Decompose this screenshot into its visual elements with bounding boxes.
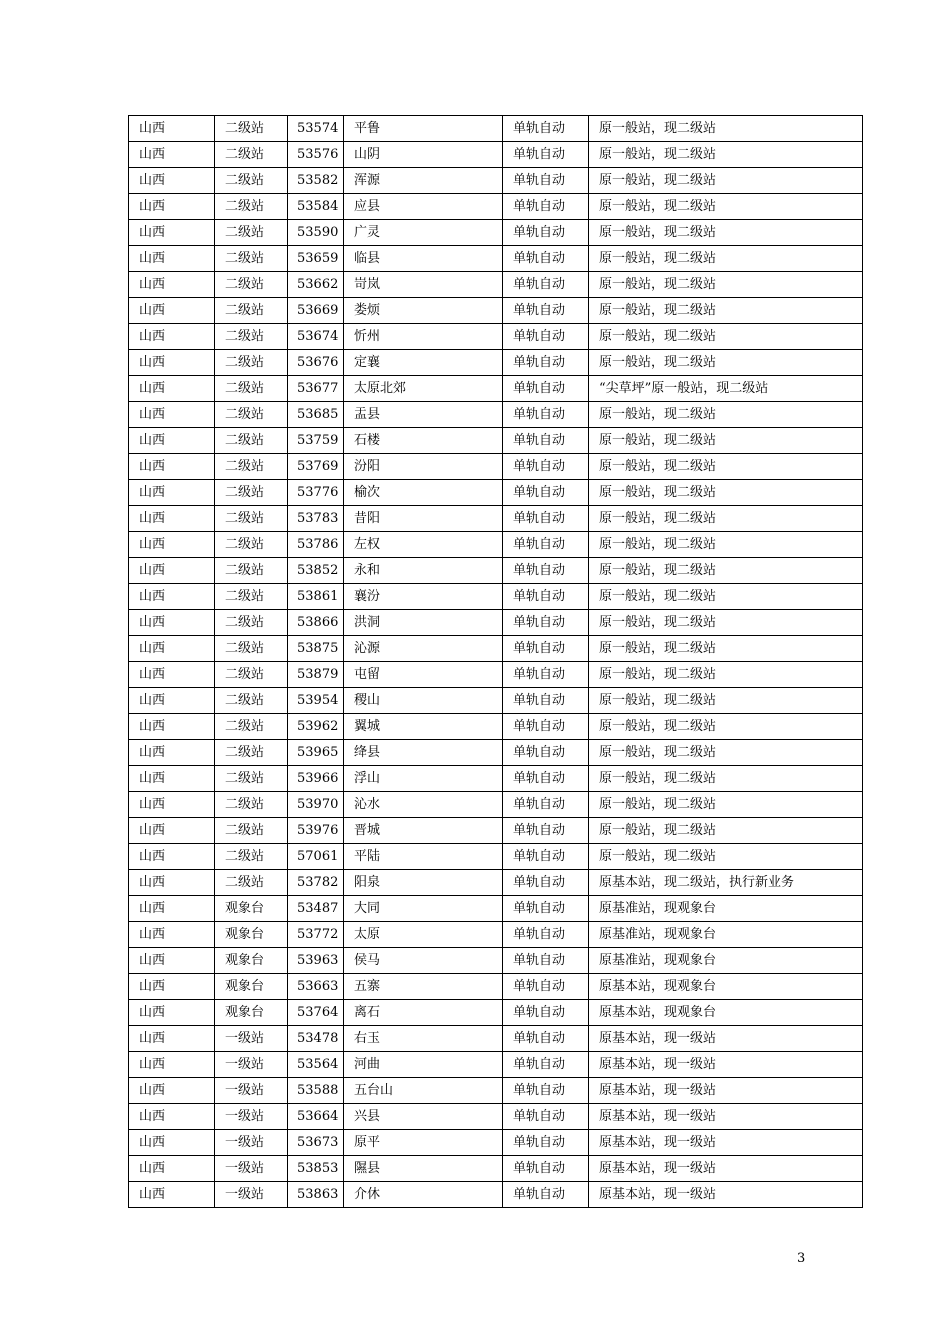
province-cell: 山西 (129, 220, 215, 246)
province-cell: 山西 (129, 740, 215, 766)
table-row (129, 1026, 863, 1052)
observation-mode-cell: 单轨自动 (503, 740, 589, 766)
table-row (129, 844, 863, 870)
station-class-cell: 观象台 (215, 1000, 288, 1026)
province-cell: 山西 (129, 1182, 215, 1208)
station-id-cell: 53590 (288, 220, 344, 246)
station-class-cell: 二级站 (215, 272, 288, 298)
remark-cell: 原基准站，现观象台 (589, 948, 863, 974)
station-id-cell: 53853 (288, 1156, 344, 1182)
observation-mode-cell: 单轨自动 (503, 662, 589, 688)
station-id-cell: 53962 (288, 714, 344, 740)
table-row (129, 350, 863, 376)
station-class-cell: 二级站 (215, 220, 288, 246)
remark-cell: 原一般站，现二级站 (589, 584, 863, 610)
province-cell: 山西 (129, 298, 215, 324)
station-name-cell: 洪洞 (344, 610, 503, 636)
station-name-cell: 浑源 (344, 168, 503, 194)
station-id-cell: 53954 (288, 688, 344, 714)
remark-cell: 原一般站，现二级站 (589, 792, 863, 818)
province-cell: 山西 (129, 584, 215, 610)
station-id-cell: 53866 (288, 610, 344, 636)
table-row (129, 584, 863, 610)
remark-cell: 原一般站，现二级站 (589, 350, 863, 376)
table-row (129, 558, 863, 584)
province-cell: 山西 (129, 506, 215, 532)
station-name-cell: 临县 (344, 246, 503, 272)
province-cell: 山西 (129, 610, 215, 636)
station-class-cell: 观象台 (215, 922, 288, 948)
station-name-cell: 翼城 (344, 714, 503, 740)
province-cell: 山西 (129, 376, 215, 402)
station-id-cell: 53663 (288, 974, 344, 1000)
station-name-cell: 左权 (344, 532, 503, 558)
observation-mode-cell: 单轨自动 (503, 532, 589, 558)
station-id-cell: 53674 (288, 324, 344, 350)
observation-mode-cell: 单轨自动 (503, 116, 589, 142)
table-row (129, 142, 863, 168)
observation-mode-cell: 单轨自动 (503, 922, 589, 948)
remark-cell: 原一般站，现二级站 (589, 662, 863, 688)
station-class-cell: 二级站 (215, 454, 288, 480)
observation-mode-cell: 单轨自动 (503, 272, 589, 298)
province-cell: 山西 (129, 636, 215, 662)
remark-cell: 原基本站，现一级站 (589, 1104, 863, 1130)
remark-cell: 原一般站，现二级站 (589, 636, 863, 662)
remark-cell: “尖草坪”原一般站，现二级站 (589, 376, 863, 402)
station-id-cell: 53776 (288, 480, 344, 506)
table-row (129, 1156, 863, 1182)
station-class-cell: 一级站 (215, 1052, 288, 1078)
station-table (128, 115, 863, 1208)
station-id-cell: 53582 (288, 168, 344, 194)
observation-mode-cell: 单轨自动 (503, 506, 589, 532)
remark-cell: 原一般站，现二级站 (589, 168, 863, 194)
province-cell: 山西 (129, 896, 215, 922)
remark-cell: 原基准站，现观象台 (589, 922, 863, 948)
station-id-cell: 53676 (288, 350, 344, 376)
province-cell: 山西 (129, 142, 215, 168)
station-name-cell: 榆次 (344, 480, 503, 506)
province-cell: 山西 (129, 948, 215, 974)
station-name-cell: 晋城 (344, 818, 503, 844)
remark-cell: 原一般站，现二级站 (589, 740, 863, 766)
station-class-cell: 二级站 (215, 480, 288, 506)
observation-mode-cell: 单轨自动 (503, 896, 589, 922)
table-row (129, 1130, 863, 1156)
observation-mode-cell: 单轨自动 (503, 948, 589, 974)
station-class-cell: 二级站 (215, 142, 288, 168)
station-name-cell: 浮山 (344, 766, 503, 792)
station-class-cell: 二级站 (215, 246, 288, 272)
remark-cell: 原基本站，现一级站 (589, 1130, 863, 1156)
province-cell: 山西 (129, 974, 215, 1000)
observation-mode-cell: 单轨自动 (503, 142, 589, 168)
station-class-cell: 二级站 (215, 298, 288, 324)
station-name-cell: 定襄 (344, 350, 503, 376)
station-id-cell: 53879 (288, 662, 344, 688)
province-cell: 山西 (129, 818, 215, 844)
table-row (129, 324, 863, 350)
station-id-cell: 53677 (288, 376, 344, 402)
table-row (129, 376, 863, 402)
station-id-cell: 53965 (288, 740, 344, 766)
observation-mode-cell: 单轨自动 (503, 1000, 589, 1026)
table-row (129, 688, 863, 714)
remark-cell: 原一般站，现二级站 (589, 402, 863, 428)
observation-mode-cell: 单轨自动 (503, 1078, 589, 1104)
observation-mode-cell: 单轨自动 (503, 480, 589, 506)
station-name-cell: 岢岚 (344, 272, 503, 298)
station-id-cell: 53786 (288, 532, 344, 558)
province-cell: 山西 (129, 688, 215, 714)
station-name-cell: 广灵 (344, 220, 503, 246)
station-id-cell: 53564 (288, 1052, 344, 1078)
table-row (129, 506, 863, 532)
province-cell: 山西 (129, 428, 215, 454)
province-cell: 山西 (129, 870, 215, 896)
remark-cell: 原一般站，现二级站 (589, 324, 863, 350)
observation-mode-cell: 单轨自动 (503, 818, 589, 844)
station-class-cell: 一级站 (215, 1104, 288, 1130)
remark-cell: 原一般站，现二级站 (589, 558, 863, 584)
station-class-cell: 一级站 (215, 1026, 288, 1052)
observation-mode-cell: 单轨自动 (503, 1156, 589, 1182)
station-name-cell: 五寨 (344, 974, 503, 1000)
station-name-cell: 娄烦 (344, 298, 503, 324)
table-row (129, 402, 863, 428)
table-row (129, 610, 863, 636)
observation-mode-cell: 单轨自动 (503, 610, 589, 636)
station-id-cell: 53782 (288, 870, 344, 896)
remark-cell: 原一般站，现二级站 (589, 142, 863, 168)
station-name-cell: 昔阳 (344, 506, 503, 532)
station-table-body (129, 116, 863, 1208)
station-class-cell: 二级站 (215, 376, 288, 402)
table-row (129, 298, 863, 324)
province-cell: 山西 (129, 532, 215, 558)
remark-cell: 原一般站，现二级站 (589, 766, 863, 792)
table-row (129, 1052, 863, 1078)
province-cell: 山西 (129, 350, 215, 376)
province-cell: 山西 (129, 766, 215, 792)
remark-cell: 原基本站，现一级站 (589, 1078, 863, 1104)
station-id-cell: 53662 (288, 272, 344, 298)
station-id-cell: 53966 (288, 766, 344, 792)
remark-cell: 原一般站，现二级站 (589, 220, 863, 246)
table-row (129, 636, 863, 662)
station-id-cell: 53685 (288, 402, 344, 428)
station-id-cell: 53669 (288, 298, 344, 324)
observation-mode-cell: 单轨自动 (503, 402, 589, 428)
station-id-cell: 53769 (288, 454, 344, 480)
table-row (129, 168, 863, 194)
province-cell: 山西 (129, 116, 215, 142)
remark-cell: 原一般站，现二级站 (589, 454, 863, 480)
station-id-cell: 53863 (288, 1182, 344, 1208)
remark-cell: 原一般站，现二级站 (589, 714, 863, 740)
table-row (129, 116, 863, 142)
station-class-cell: 二级站 (215, 766, 288, 792)
remark-cell: 原基本站，现一级站 (589, 1052, 863, 1078)
observation-mode-cell: 单轨自动 (503, 558, 589, 584)
station-class-cell: 二级站 (215, 402, 288, 428)
remark-cell: 原一般站，现二级站 (589, 610, 863, 636)
table-row (129, 714, 863, 740)
observation-mode-cell: 单轨自动 (503, 350, 589, 376)
remark-cell: 原一般站，现二级站 (589, 844, 863, 870)
station-id-cell: 53861 (288, 584, 344, 610)
station-name-cell: 山阴 (344, 142, 503, 168)
station-class-cell: 二级站 (215, 558, 288, 584)
station-name-cell: 沁源 (344, 636, 503, 662)
observation-mode-cell: 单轨自动 (503, 246, 589, 272)
station-id-cell: 53783 (288, 506, 344, 532)
table-row (129, 454, 863, 480)
table-row (129, 896, 863, 922)
station-id-cell: 53576 (288, 142, 344, 168)
remark-cell: 原一般站，现二级站 (589, 194, 863, 220)
observation-mode-cell: 单轨自动 (503, 974, 589, 1000)
station-name-cell: 襄汾 (344, 584, 503, 610)
station-name-cell: 平鲁 (344, 116, 503, 142)
observation-mode-cell: 单轨自动 (503, 1026, 589, 1052)
station-name-cell: 原平 (344, 1130, 503, 1156)
station-class-cell: 二级站 (215, 610, 288, 636)
observation-mode-cell: 单轨自动 (503, 792, 589, 818)
station-id-cell: 53659 (288, 246, 344, 272)
table-row (129, 428, 863, 454)
province-cell: 山西 (129, 1156, 215, 1182)
station-class-cell: 二级站 (215, 818, 288, 844)
station-name-cell: 太原北郊 (344, 376, 503, 402)
observation-mode-cell: 单轨自动 (503, 844, 589, 870)
station-class-cell: 二级站 (215, 714, 288, 740)
station-class-cell: 二级站 (215, 688, 288, 714)
station-name-cell: 离石 (344, 1000, 503, 1026)
province-cell: 山西 (129, 922, 215, 948)
station-id-cell: 53875 (288, 636, 344, 662)
table-row (129, 532, 863, 558)
station-id-cell: 57061 (288, 844, 344, 870)
observation-mode-cell: 单轨自动 (503, 428, 589, 454)
station-class-cell: 二级站 (215, 636, 288, 662)
remark-cell: 原基本站，现一级站 (589, 1182, 863, 1208)
province-cell: 山西 (129, 558, 215, 584)
province-cell: 山西 (129, 454, 215, 480)
table-row (129, 1182, 863, 1208)
station-id-cell: 53759 (288, 428, 344, 454)
remark-cell: 原一般站，现二级站 (589, 298, 863, 324)
observation-mode-cell: 单轨自动 (503, 194, 589, 220)
observation-mode-cell: 单轨自动 (503, 636, 589, 662)
province-cell: 山西 (129, 662, 215, 688)
province-cell: 山西 (129, 1052, 215, 1078)
station-class-cell: 二级站 (215, 168, 288, 194)
station-class-cell: 二级站 (215, 740, 288, 766)
observation-mode-cell: 单轨自动 (503, 766, 589, 792)
remark-cell: 原基本站，现观象台 (589, 1000, 863, 1026)
station-name-cell: 阳泉 (344, 870, 503, 896)
observation-mode-cell: 单轨自动 (503, 1182, 589, 1208)
station-class-cell: 二级站 (215, 844, 288, 870)
table-row (129, 194, 863, 220)
observation-mode-cell: 单轨自动 (503, 220, 589, 246)
station-class-cell: 一级站 (215, 1130, 288, 1156)
remark-cell: 原一般站，现二级站 (589, 428, 863, 454)
table-row (129, 272, 863, 298)
station-name-cell: 盂县 (344, 402, 503, 428)
observation-mode-cell: 单轨自动 (503, 376, 589, 402)
province-cell: 山西 (129, 1026, 215, 1052)
observation-mode-cell: 单轨自动 (503, 168, 589, 194)
station-id-cell: 53588 (288, 1078, 344, 1104)
table-row (129, 870, 863, 896)
station-id-cell: 53673 (288, 1130, 344, 1156)
station-id-cell: 53852 (288, 558, 344, 584)
observation-mode-cell: 单轨自动 (503, 1130, 589, 1156)
station-name-cell: 右玉 (344, 1026, 503, 1052)
station-name-cell: 介休 (344, 1182, 503, 1208)
remark-cell: 原基准站，现观象台 (589, 896, 863, 922)
province-cell: 山西 (129, 272, 215, 298)
table-row (129, 246, 863, 272)
station-name-cell: 屯留 (344, 662, 503, 688)
station-name-cell: 稷山 (344, 688, 503, 714)
station-name-cell: 永和 (344, 558, 503, 584)
province-cell: 山西 (129, 714, 215, 740)
remark-cell: 原基本站，现二级站，执行新业务 (589, 870, 863, 896)
remark-cell: 原一般站，现二级站 (589, 246, 863, 272)
station-id-cell: 53487 (288, 896, 344, 922)
station-name-cell: 忻州 (344, 324, 503, 350)
table-row (129, 1078, 863, 1104)
remark-cell: 原一般站，现二级站 (589, 818, 863, 844)
remark-cell: 原一般站，现二级站 (589, 532, 863, 558)
province-cell: 山西 (129, 402, 215, 428)
remark-cell: 原一般站，现二级站 (589, 480, 863, 506)
remark-cell: 原基本站，现一级站 (589, 1026, 863, 1052)
station-name-cell: 太原 (344, 922, 503, 948)
station-class-cell: 二级站 (215, 584, 288, 610)
province-cell: 山西 (129, 480, 215, 506)
station-name-cell: 河曲 (344, 1052, 503, 1078)
station-name-cell: 隰县 (344, 1156, 503, 1182)
province-cell: 山西 (129, 844, 215, 870)
province-cell: 山西 (129, 1078, 215, 1104)
station-name-cell: 五台山 (344, 1078, 503, 1104)
station-class-cell: 观象台 (215, 896, 288, 922)
station-name-cell: 侯马 (344, 948, 503, 974)
observation-mode-cell: 单轨自动 (503, 870, 589, 896)
table-row (129, 1104, 863, 1130)
remark-cell: 原一般站，现二级站 (589, 272, 863, 298)
province-cell: 山西 (129, 1000, 215, 1026)
station-id-cell: 53772 (288, 922, 344, 948)
station-class-cell: 二级站 (215, 194, 288, 220)
table-row (129, 662, 863, 688)
station-id-cell: 53574 (288, 116, 344, 142)
observation-mode-cell: 单轨自动 (503, 298, 589, 324)
observation-mode-cell: 单轨自动 (503, 584, 589, 610)
observation-mode-cell: 单轨自动 (503, 1104, 589, 1130)
province-cell: 山西 (129, 324, 215, 350)
station-id-cell: 53478 (288, 1026, 344, 1052)
table-row (129, 766, 863, 792)
station-class-cell: 二级站 (215, 350, 288, 376)
station-class-cell: 二级站 (215, 662, 288, 688)
station-class-cell: 二级站 (215, 532, 288, 558)
remark-cell: 原一般站，现二级站 (589, 116, 863, 142)
province-cell: 山西 (129, 1104, 215, 1130)
observation-mode-cell: 单轨自动 (503, 714, 589, 740)
station-name-cell: 大同 (344, 896, 503, 922)
station-name-cell: 沁水 (344, 792, 503, 818)
station-class-cell: 一级站 (215, 1078, 288, 1104)
table-row (129, 1000, 863, 1026)
page-number: 3 (797, 1251, 806, 1266)
table-row (129, 740, 863, 766)
station-class-cell: 二级站 (215, 792, 288, 818)
station-id-cell: 53584 (288, 194, 344, 220)
remark-cell: 原一般站，现二级站 (589, 506, 863, 532)
station-class-cell: 二级站 (215, 428, 288, 454)
province-cell: 山西 (129, 246, 215, 272)
observation-mode-cell: 单轨自动 (503, 454, 589, 480)
station-name-cell: 石楼 (344, 428, 503, 454)
station-name-cell: 汾阳 (344, 454, 503, 480)
province-cell: 山西 (129, 1130, 215, 1156)
station-class-cell: 二级站 (215, 870, 288, 896)
station-class-cell: 一级站 (215, 1182, 288, 1208)
station-id-cell: 53976 (288, 818, 344, 844)
station-class-cell: 二级站 (215, 116, 288, 142)
station-class-cell: 一级站 (215, 1156, 288, 1182)
station-name-cell: 兴县 (344, 1104, 503, 1130)
station-id-cell: 53963 (288, 948, 344, 974)
station-id-cell: 53764 (288, 1000, 344, 1026)
station-id-cell: 53970 (288, 792, 344, 818)
province-cell: 山西 (129, 168, 215, 194)
province-cell: 山西 (129, 792, 215, 818)
remark-cell: 原一般站，现二级站 (589, 688, 863, 714)
table-row (129, 792, 863, 818)
station-class-cell: 二级站 (215, 324, 288, 350)
observation-mode-cell: 单轨自动 (503, 1052, 589, 1078)
station-class-cell: 观象台 (215, 948, 288, 974)
station-name-cell: 绛县 (344, 740, 503, 766)
station-name-cell: 平陆 (344, 844, 503, 870)
remark-cell: 原基本站，现一级站 (589, 1156, 863, 1182)
table-row (129, 922, 863, 948)
station-name-cell: 应县 (344, 194, 503, 220)
table-row (129, 818, 863, 844)
station-class-cell: 观象台 (215, 974, 288, 1000)
station-id-cell: 53664 (288, 1104, 344, 1130)
table-row (129, 974, 863, 1000)
observation-mode-cell: 单轨自动 (503, 688, 589, 714)
observation-mode-cell: 单轨自动 (503, 324, 589, 350)
province-cell: 山西 (129, 194, 215, 220)
table-row (129, 480, 863, 506)
table-row (129, 948, 863, 974)
remark-cell: 原基本站，现观象台 (589, 974, 863, 1000)
station-class-cell: 二级站 (215, 506, 288, 532)
table-row (129, 220, 863, 246)
